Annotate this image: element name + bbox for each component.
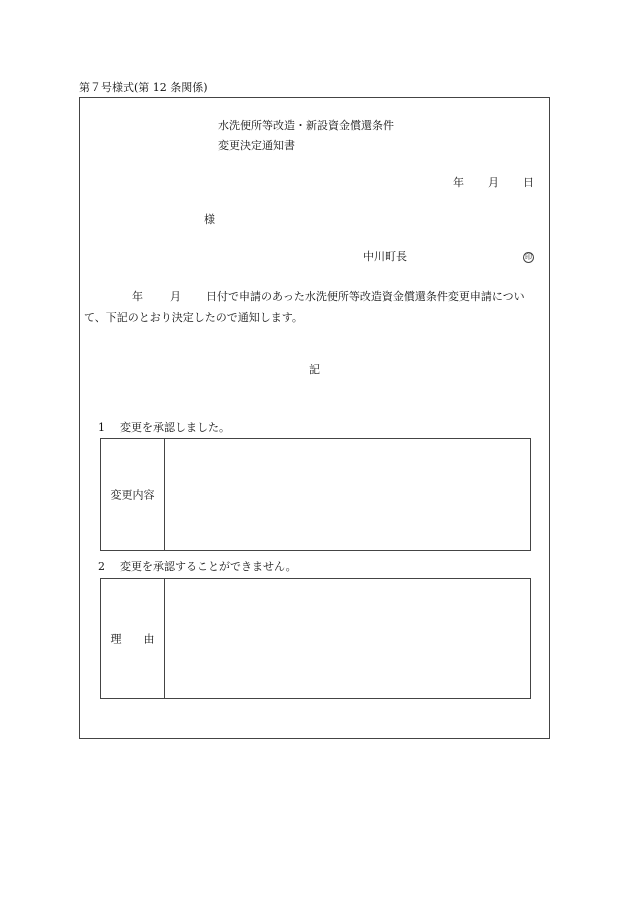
document-title-line2: 変更決定通知書 xyxy=(218,139,295,152)
body-text-line2: て、下記のとおり決定したので通知します。 xyxy=(84,311,303,324)
item1-box-divider xyxy=(164,439,165,550)
issuer-name: 中川町長 xyxy=(363,250,407,263)
item2-box-label xyxy=(101,632,177,645)
item1-text: 変更を承認しました。 xyxy=(120,421,230,434)
recipient-honorific: 様 xyxy=(204,213,215,226)
date-year: 年 xyxy=(453,176,464,189)
item2-box-label-text: 理由 xyxy=(110,632,177,645)
item1-box-label: 変更内容 xyxy=(110,488,155,501)
seal-text: 印 xyxy=(525,253,532,261)
body-year: 年 xyxy=(132,290,143,303)
date-day: 日 xyxy=(523,176,534,189)
seal-mark xyxy=(523,251,534,262)
form-number: 第７号様式(第 12 条関係) xyxy=(79,81,208,94)
date-month: 月 xyxy=(488,176,499,189)
body-month: 月 xyxy=(170,290,181,303)
item2-box-divider xyxy=(164,579,165,698)
body-text-line1: 日付で申請のあった水洗便所等改造資金償還条件変更申請につい xyxy=(206,290,525,303)
item2-box xyxy=(100,578,531,699)
item1-number: 1 xyxy=(98,421,105,434)
item2-text: 変更を承認することができません。 xyxy=(120,560,297,573)
document-title-line1: 水洗便所等改造・新設資金償還条件 xyxy=(218,119,394,132)
item2-number: 2 xyxy=(98,560,105,573)
item1-box xyxy=(100,438,531,551)
ki-heading: 記 xyxy=(309,363,320,376)
